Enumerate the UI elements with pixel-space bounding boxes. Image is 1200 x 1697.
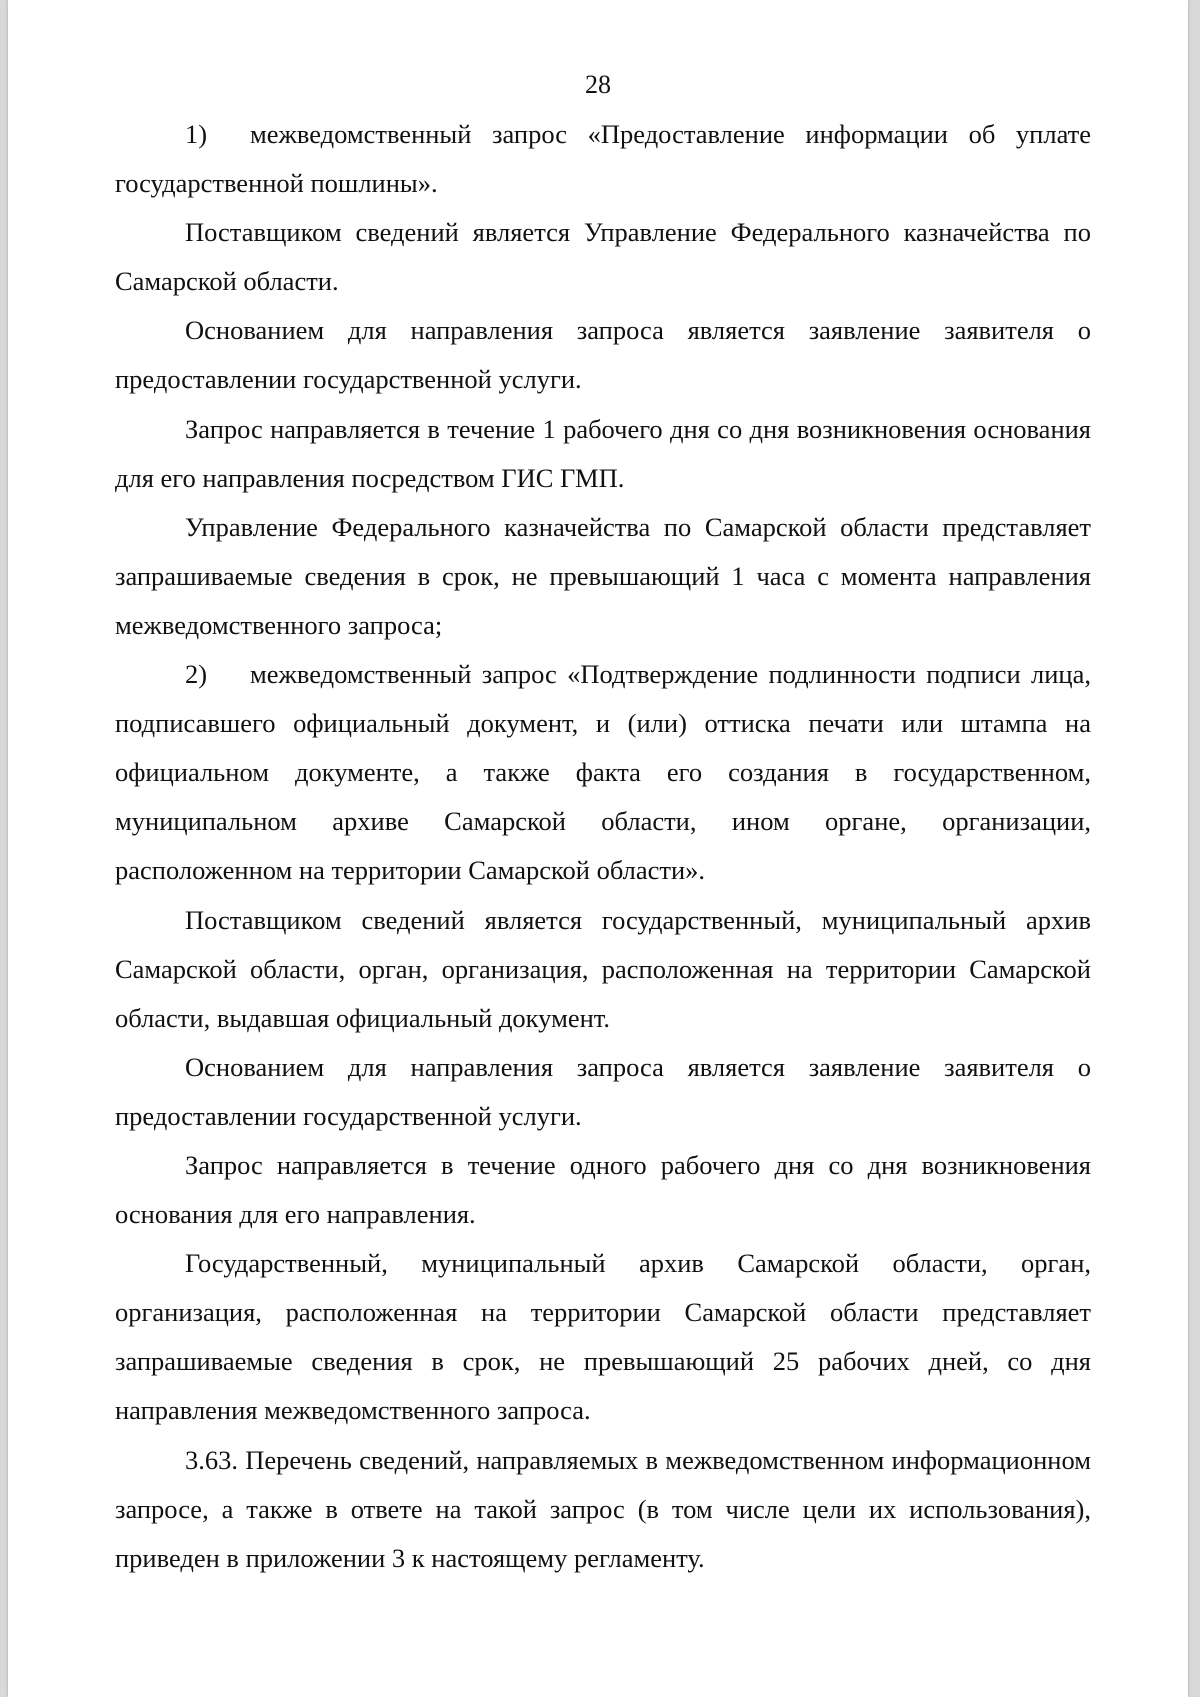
paragraph: Запрос направляется в течение 1 рабочего дня со дня возникновения основания для его направления посредством ГИС ГМП.	[115, 413, 1091, 493]
paragraph: Основанием для направления запроса является заявление заявителя о предоставлении государственной услуги.	[115, 1051, 1091, 1131]
paragraph: Запрос направляется в течение одного рабочего дня со дня возникновения основания для его направления.	[115, 1149, 1091, 1230]
list-item-1	[115, 110, 1091, 208]
list-number: 2)	[185, 659, 208, 690]
paragraph-text: межведомственный запрос «Предоставление информации об уплате государственной пошлины».	[115, 119, 1091, 199]
paragraph: Государственный, муниципальный архив Самарской области, орган, организация, расположенная на территории Самарской области представляет запрашиваемые сведения в срок, не превышающий 25 рабочих дней, со дня направления межведомственного запроса.	[115, 1248, 1091, 1426]
paragraph-text: межведомственный запрос «Подтверждение подлинности подписи лица, подписавшего официальный документ, и (или) оттиска печати или штампа на официальном документе, а также факта его создания в государственном, муниципальном архиве Самарской области, ином органе, организации, расположенном на территории Самарской области».	[115, 659, 1091, 886]
document-body	[115, 110, 1091, 1583]
paragraph: Поставщиком сведений является Управление Федерального казначейства по Самарской области.	[115, 217, 1091, 297]
paragraph: Управление Федерального казначейства по Самарской области представляет запрашиваемые сведения в срок, не превышающий 1 часа с момента направления межведомственного запроса;	[115, 511, 1091, 640]
paragraph: Основанием для направления запроса является заявление заявителя о предоставлении государственной услуги.	[115, 315, 1091, 395]
paragraph-section-3-63: 3.63. Перечень сведений, направляемых в межведомственном информационном запросе, а также в ответе на такой запрос (в том числе цели их использования), приведен в приложении 3 к настоящему регламенту.	[115, 1444, 1091, 1573]
document-page	[8, 0, 1188, 1697]
list-item-2	[115, 650, 1091, 895]
page-number: 28	[585, 70, 611, 99]
paragraph: Поставщиком сведений является государственный, муниципальный архив Самарской области, орган, организация, расположенная на территории Самарской области, выдавшая официальный документ.	[115, 904, 1091, 1033]
list-number: 1)	[185, 119, 208, 149]
